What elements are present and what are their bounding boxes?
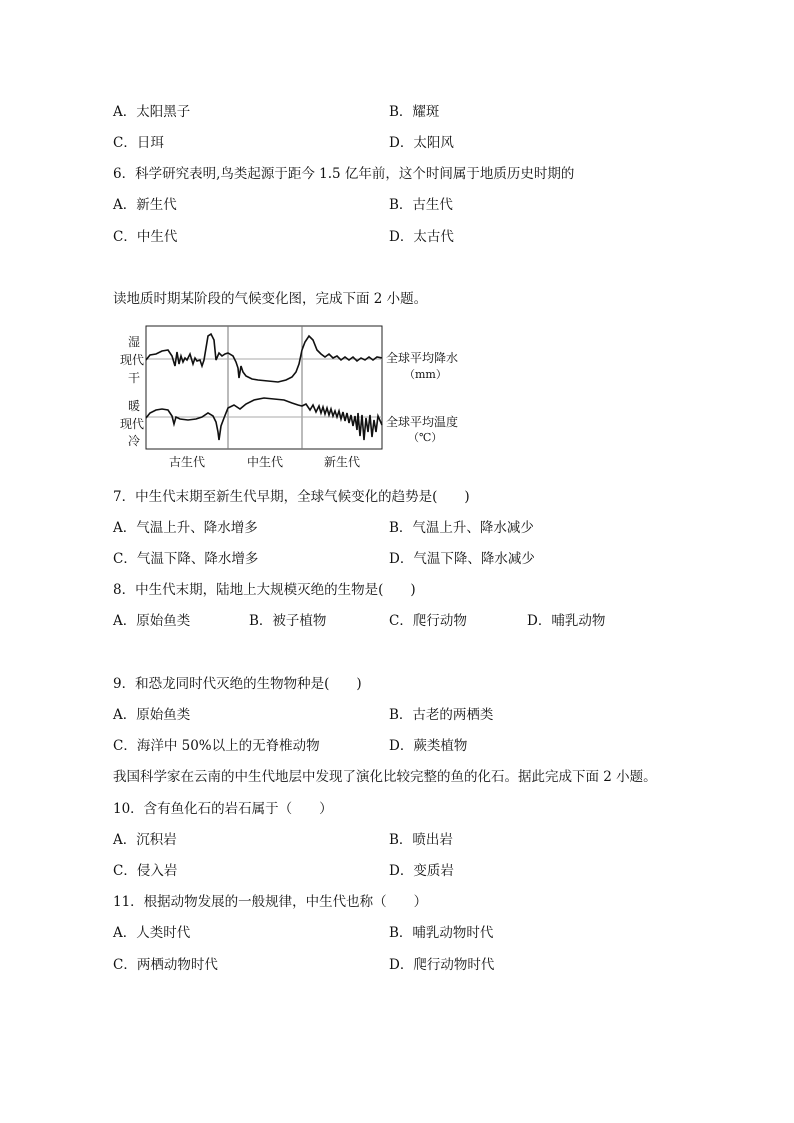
- q8-stem: 8．中生代末期，陆地上大规模灭绝的生物是( ): [113, 582, 416, 598]
- q11-option-d: D．爬行动物时代: [389, 957, 495, 973]
- q6-option-a: A．新生代: [113, 197, 177, 213]
- q7-option-c: C．气温下降、降水增多: [113, 551, 259, 567]
- q10-stem: 10．含有鱼化石的岩石属于（ ）: [113, 801, 333, 817]
- temp-curve: [146, 398, 382, 440]
- q8-option-c: C．爬行动物: [389, 613, 467, 629]
- q11-option-c: C．两栖动物时代: [113, 957, 218, 973]
- era-label-mesozoic: 中生代: [246, 455, 284, 469]
- q6-option-b: B．古生代: [389, 197, 453, 213]
- precip-modern-label: 现代: [119, 353, 144, 367]
- intro-climate-chart: 读地质时期某阶段的气候变化图，完成下面 2 小题。: [113, 291, 428, 307]
- era-label-cenozoic: 新生代: [323, 455, 361, 469]
- q7-option-d: D．气温下降、降水减少: [389, 551, 535, 567]
- era-label-paleozoic: 古生代: [168, 455, 206, 469]
- q8-option-b: B．被子植物: [249, 613, 327, 629]
- q5-option-d: D．太阳风: [389, 135, 454, 151]
- chart-frame: [146, 326, 382, 449]
- climate-change-chart: [118, 320, 478, 472]
- temp-modern-label: 现代: [119, 417, 144, 431]
- q9-option-b: B．古老的两栖类: [389, 707, 494, 723]
- q10-option-b: B．喷出岩: [389, 832, 453, 848]
- q8-option-d: D．哺乳动物: [527, 613, 606, 629]
- q9-stem: 9．和恐龙同时代灭绝的生物物种是( ): [113, 676, 362, 692]
- temp-series-unit: （℃）: [408, 431, 443, 444]
- precip-wet-label: 湿: [127, 335, 140, 349]
- q6-stem: 6．科学研究表明,鸟类起源于距今 1.5 亿年前，这个时间属于地质历史时期的: [113, 166, 575, 182]
- q5-option-c: C．日珥: [113, 135, 164, 151]
- q5-option-b: B．耀斑: [389, 104, 440, 120]
- q7-option-a: A．气温上升、降水增多: [113, 520, 258, 536]
- temp-cold-label: 冷: [127, 434, 140, 448]
- q9-option-c: C．海洋中 50%以上的无脊椎动物: [113, 738, 320, 754]
- q8-option-a: A．原始鱼类: [113, 613, 191, 629]
- q11-option-a: A．人类时代: [113, 925, 191, 941]
- q9-option-a: A．原始鱼类: [113, 707, 191, 723]
- q10-option-c: C．侵入岩: [113, 863, 178, 879]
- q7-stem: 7．中生代末期至新生代早期，全球气候变化的趋势是( ): [113, 489, 470, 505]
- q6-option-c: C．中生代: [113, 229, 178, 245]
- q6-option-d: D．太古代: [389, 229, 454, 245]
- intro-fish-fossil: 我国科学家在云南的中生代地层中发现了演化比较完整的鱼的化石。据此完成下面 2 小题。: [113, 769, 657, 785]
- precip-series-unit: （mm）: [404, 368, 447, 381]
- temp-series-label: 全球平均温度: [386, 415, 459, 429]
- q10-option-a: A．沉积岩: [113, 832, 177, 848]
- q11-stem: 11．根据动物发展的一般规律，中生代也称（ ）: [113, 894, 428, 910]
- q10-option-d: D．变质岩: [389, 863, 454, 879]
- q7-option-b: B．气温上升、降水减少: [389, 520, 534, 536]
- precip-series-label: 全球平均降水: [386, 351, 459, 365]
- q5-option-a: A．太阳黑子: [113, 104, 191, 120]
- precip-curve: [146, 334, 382, 382]
- q9-option-d: D．蕨类植物: [389, 738, 468, 754]
- temp-warm-label: 暖: [127, 399, 140, 413]
- q11-option-b: B．哺乳动物时代: [389, 925, 494, 941]
- precip-dry-label: 干: [127, 371, 140, 385]
